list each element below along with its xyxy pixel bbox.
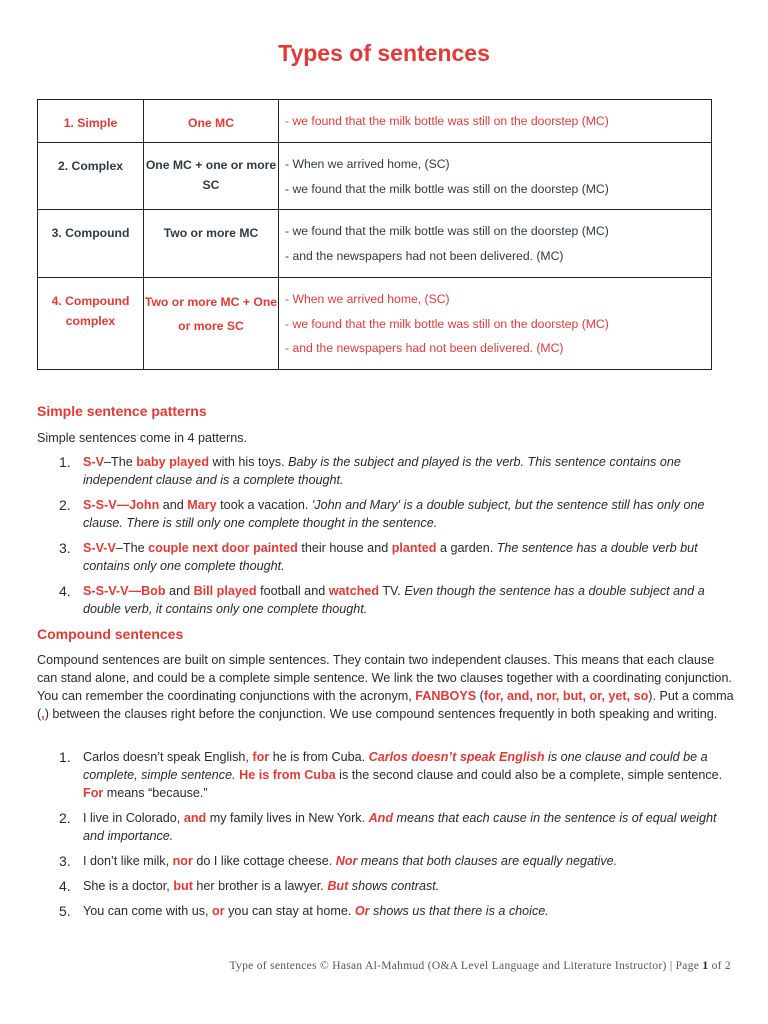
example-clause: - we found that the milk bottle was still on the doorstep (MC) <box>285 114 609 128</box>
sentence-types-table <box>37 99 712 370</box>
emphasis-text: S-V <box>83 455 104 469</box>
list-item <box>37 902 737 920</box>
body-text: Compound sentences are built on simple sentences. They contain two independent clauses. This means that each clause can stand alone, and could be a complete simple sentence. We link the two clauses together with a coordinating conjunction. You can remember the coordinating conjunctions with the acronym, <box>37 653 732 703</box>
page-total: of 2 <box>708 960 731 972</box>
list-number: 2. <box>59 497 71 513</box>
example-clause: - we found that the milk bottle was still on the doorstep (MC) <box>285 181 609 196</box>
emphasis-text: for <box>252 750 270 764</box>
list-number: 4. <box>59 878 71 894</box>
emphasis-text: Or <box>354 904 370 918</box>
emphasis-text: planted <box>391 541 437 555</box>
emphasis-text: , <box>41 707 45 721</box>
example-clause: - When we arrived home, (SC) <box>285 157 450 171</box>
body-text: is the second clause and could also be a complete, simple sentence. <box>335 768 723 782</box>
compound-heading: Compound sentences <box>37 626 184 642</box>
body-text: he is from Cuba. <box>269 750 369 764</box>
body-text: a garden. <box>436 541 497 555</box>
emphasis-text: The sentence has a double verb but contains only one complete thought. <box>83 541 698 573</box>
table-row <box>38 210 712 278</box>
example-clause: - and the newspapers had not been delivered. (MC) <box>285 248 564 263</box>
emphasis-text: Nor <box>335 854 358 868</box>
list-item <box>37 496 737 532</box>
emphasis-text: baby played <box>136 455 210 469</box>
body-text: ). Put a comma ( <box>37 689 734 721</box>
body-text: football and <box>256 584 329 598</box>
type-name: 4. Compound complex <box>51 294 130 328</box>
list-number: 3. <box>59 853 71 869</box>
body-text: –The <box>104 455 137 469</box>
list-item <box>37 809 737 845</box>
emphasis-text: or <box>212 904 225 918</box>
body-text: do I like cottage cheese. <box>192 854 336 868</box>
emphasis-text: shows contrast. <box>348 879 440 893</box>
clause-count: One MC <box>187 116 235 130</box>
body-text: I don’t like milk, <box>83 854 173 868</box>
emphasis-text: S-S-V—John <box>83 498 160 512</box>
page-number: 1 <box>702 960 709 972</box>
list-item <box>37 748 737 802</box>
body-text: ( <box>476 689 484 703</box>
table-row <box>38 100 712 143</box>
emphasis-text: Even though the sentence has a double subject and a double verb, it contains only one complete thought. <box>83 584 705 616</box>
emphasis-text: He is from Cuba <box>239 768 336 782</box>
body-text: means “because.” <box>103 786 208 800</box>
emphasis-text: Carlos doesn’t speak English <box>368 750 545 764</box>
emphasis-text: For <box>83 786 104 800</box>
body-text: with his toys. <box>209 455 289 469</box>
emphasis-text: 'John and Mary' is a double subject, but the sentence still has only one clause. There is still only one complete thought in the sentence. <box>83 498 705 530</box>
emphasis-text: means that each cause in the sentence is of equal weight and importance. <box>83 811 717 843</box>
body-text: you can stay at home. <box>224 904 355 918</box>
list-number: 5. <box>59 903 71 919</box>
emphasis-text: Baby is the subject and played is the verb. This sentence contains one independent clause and is a complete thought. <box>83 455 681 487</box>
emphasis-text: S-S-V-V—Bob <box>83 584 166 598</box>
emphasis-text: and <box>183 811 207 825</box>
clause-count: Two or more MC <box>163 226 259 240</box>
emphasis-text: But <box>327 879 349 893</box>
emphasis-text: couple next door painted <box>148 541 298 555</box>
page-title: Types of sentences <box>278 40 490 66</box>
emphasis-text: but <box>173 879 193 893</box>
page-footer <box>230 960 731 972</box>
compound-examples-list <box>37 748 737 927</box>
list-number: 2. <box>59 810 71 826</box>
body-text: –The <box>115 541 149 555</box>
list-item <box>37 582 737 618</box>
type-name: 1. Simple <box>63 116 118 130</box>
compound-intro <box>37 651 737 723</box>
list-item <box>37 852 737 870</box>
body-text: and <box>165 584 194 598</box>
emphasis-text: is one clause and could be a complete, simple sentence. <box>83 750 708 782</box>
clause-count: Two or more MC + One or more SC <box>144 295 278 333</box>
body-text: and <box>159 498 188 512</box>
emphasis-text: means that both clauses are equally negative. <box>357 854 618 868</box>
emphasis-text: Bill played <box>193 584 257 598</box>
emphasis-text: And <box>368 811 394 825</box>
simple-patterns-list <box>37 453 737 625</box>
footer-text: Type of sentences © Hasan Al-Mahmud (O&A Level Language and Literature Instructor) | Page <box>229 960 703 972</box>
body-text: my family lives in New York. <box>206 811 369 825</box>
list-item <box>37 453 737 489</box>
table-row <box>38 143 712 210</box>
body-text: She is a doctor, <box>83 879 174 893</box>
list-item <box>37 539 737 575</box>
type-name: 2. Complex <box>57 159 124 173</box>
body-text: I live in Colorado, <box>83 811 184 825</box>
list-item <box>37 877 737 895</box>
list-number: 1. <box>59 749 71 765</box>
body-text: Carlos doesn’t speak English, <box>83 750 253 764</box>
emphasis-text: for, and, nor, but, or, yet, so <box>483 689 649 703</box>
body-text: You can come with us, <box>83 904 213 918</box>
emphasis-text: nor <box>172 854 193 868</box>
body-text: ) between the clauses right before the conjunction. We use compound sentences frequently in both speaking and writing. <box>44 707 718 721</box>
example-clause: - and the newspapers had not been delivered. (MC) <box>285 341 564 355</box>
type-name: 3. Compound <box>51 226 130 240</box>
example-clause: - we found that the milk bottle was still on the doorstep (MC) <box>285 316 609 331</box>
list-number: 1. <box>59 454 71 470</box>
body-text: their house and <box>297 541 392 555</box>
table-row <box>38 278 712 370</box>
example-clause: - When we arrived home, (SC) <box>285 292 450 306</box>
list-number: 3. <box>59 540 71 556</box>
emphasis-text: S-V-V <box>83 541 116 555</box>
list-number: 4. <box>59 583 71 599</box>
body-text: TV. <box>379 584 405 598</box>
example-clause: - we found that the milk bottle was still on the doorstep (MC) <box>285 224 609 238</box>
emphasis-text: watched <box>328 584 380 598</box>
emphasis-text: Mary <box>187 498 217 512</box>
simple-patterns-intro: Simple sentences come in 4 patterns. <box>37 431 248 445</box>
clause-count: One MC + one or more SC <box>145 158 277 192</box>
simple-patterns-heading: Simple sentence patterns <box>37 403 207 419</box>
emphasis-text: FANBOYS <box>415 689 477 703</box>
emphasis-text: shows us that there is a choice. <box>369 904 549 918</box>
body-text: took a vacation. <box>216 498 312 512</box>
body-text: her brother is a lawyer. <box>192 879 328 893</box>
